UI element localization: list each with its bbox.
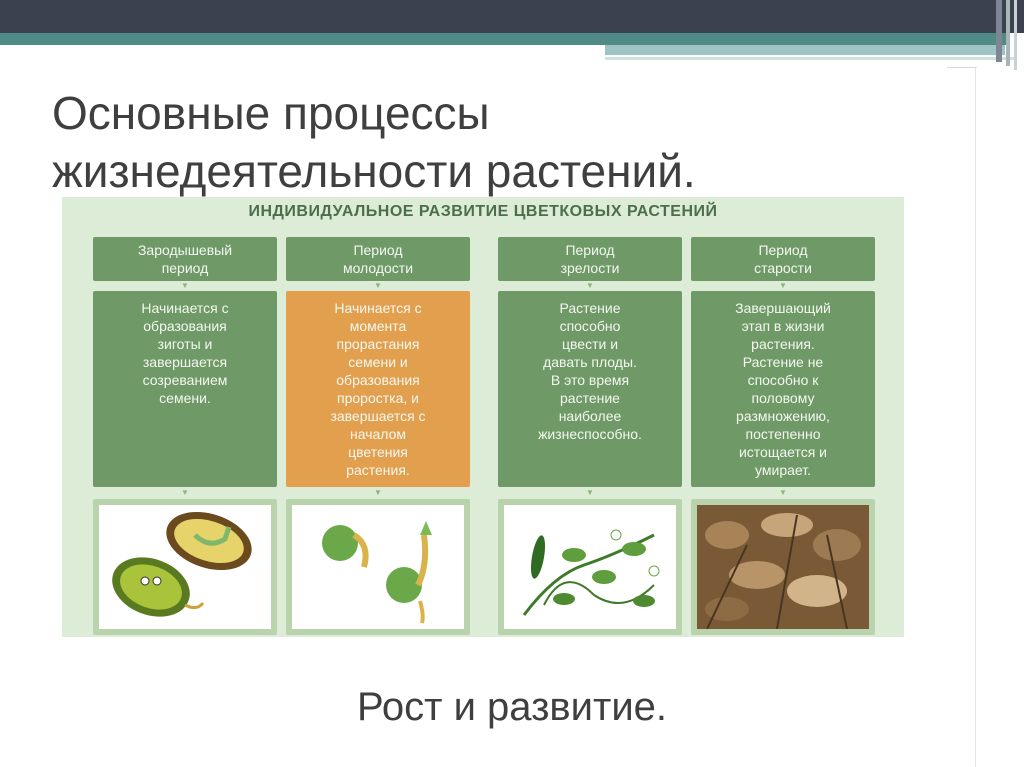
period-description: Завершающий этап в жизни растения. Растение не способно к половому размножению, постепенно истощается и умирает.	[691, 291, 875, 487]
period-description: Начинается с образования зиготы и завершается созреванием семени.	[93, 291, 277, 487]
corner-bar	[1006, 0, 1010, 66]
pea-plant-icon	[504, 505, 676, 629]
down-arrow-icon: ▼	[181, 281, 189, 290]
dry-plant-icon	[697, 505, 869, 629]
down-arrow-icon: ▼	[181, 488, 189, 497]
down-arrow-icon: ▼	[779, 281, 787, 290]
title-line-2: жизнедеятельности растений.	[52, 145, 696, 197]
withered-plant-photo	[691, 499, 875, 635]
infographic-heading: ИНДИВИДУАЛЬНОЕ РАЗВИТИЕ ЦВЕТКОВЫХ РАСТЕНИЙ	[248, 203, 718, 220]
slide-caption: Рост и развитие.	[356, 685, 668, 729]
down-arrow-icon: ▼	[586, 488, 594, 497]
mature-plant-illustration	[498, 499, 682, 635]
period-column-old-age	[691, 237, 875, 635]
period-column-embryonic	[93, 237, 277, 635]
page-edge	[975, 68, 976, 767]
seedling-illustration	[286, 499, 470, 635]
sprouting-seed-icon	[292, 505, 464, 629]
seed-cross-section-icon	[99, 505, 271, 629]
period-label: Период зрелости	[498, 237, 682, 281]
page-fold	[947, 60, 977, 68]
period-label: Период старости	[691, 237, 875, 281]
top-dark-bar	[0, 0, 1024, 33]
top-teal-bar	[0, 33, 1010, 45]
slide-title	[52, 84, 852, 200]
down-arrow-icon: ▼	[779, 488, 787, 497]
down-arrow-icon: ▼	[374, 281, 382, 290]
top-light-teal-bar	[605, 45, 1005, 55]
development-infographic	[62, 197, 904, 637]
period-label: Зародышевый период	[93, 237, 277, 281]
period-label: Период молодости	[286, 237, 470, 281]
down-arrow-icon: ▼	[586, 281, 594, 290]
period-column-youth	[286, 237, 470, 635]
period-description-highlighted: Начинается с момента прорастания семени и образования проростка, и завершается с началом цветения растения.	[286, 291, 470, 487]
corner-bar	[996, 0, 1002, 62]
period-description: Растение способно цвести и давать плоды. В это время растение наиболее жизнеспособно.	[498, 291, 682, 487]
period-column-maturity	[498, 237, 682, 635]
corner-bar	[1014, 0, 1017, 70]
seed-illustration	[93, 499, 277, 635]
title-line-1: Основные процессы	[52, 87, 490, 139]
down-arrow-icon: ▼	[374, 488, 382, 497]
